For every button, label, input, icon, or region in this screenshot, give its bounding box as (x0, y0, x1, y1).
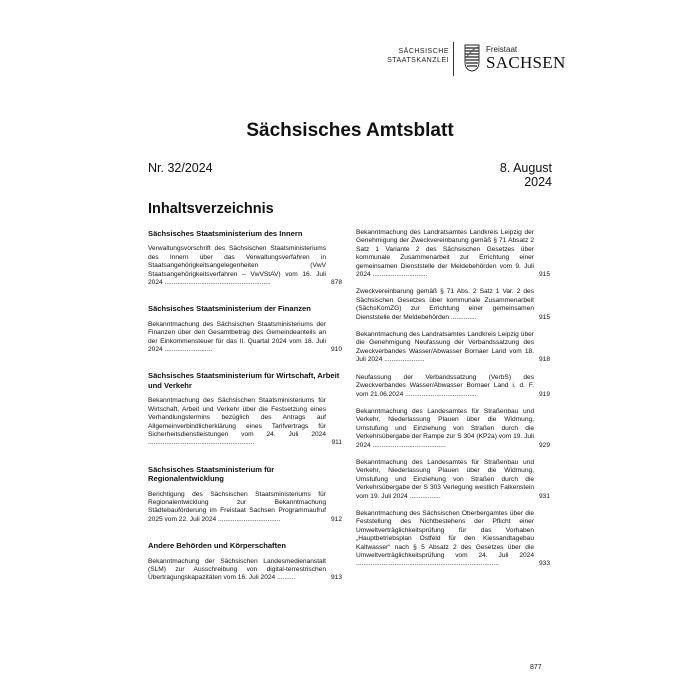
page-ref: 913 (330, 574, 342, 582)
document-title: Sächsisches Amtsblatt (246, 120, 454, 141)
toc-right-column (356, 229, 550, 578)
toc-entry[interactable]: Verwaltungsvorschrift des Sächsischen Staatsministeriums des Innern über das Verwaltungsverfahren in Staatsangehörigkeitsangelegenheiten (VwV Staatsangehörigkeitsverfahren – VwVStAV) vom 16. Juli 2024 .......................................................... 878 (148, 245, 342, 287)
toc-entry[interactable]: Neufassung der Verbandssatzung (VerbS) des Zweckverbandes Wasser/Abwasser Bornaer Land i. d. F. vom 21.06.2024 ....................................... 919 (356, 373, 550, 398)
staatskanzlei-logo-text: SÄCHSISCHE STAATSKANZLEI (387, 48, 449, 64)
toc-entry[interactable]: Bekanntmachung des Landesamtes für Straßenbau und Verkehr, Niederlassung Plauen über die Widmung, Umstufung und Einziehung von Straßen durch die Verkehrsübergabe der Rampe zur S 304 (KP2a) vom 19. Juli 2024 ........................................ 929 (356, 407, 550, 449)
freistaat-label: Freistaat (486, 45, 518, 54)
toc-left-column (148, 229, 342, 592)
saxony-crest-icon (464, 44, 480, 72)
page-ref: 918 (538, 356, 550, 364)
section-title-regionalentwicklung: Sächsisches Staatsministerium für Regionalentwicklung (148, 464, 275, 484)
issue-date: 8. August 2024 (499, 161, 552, 189)
page-ref: 931 (538, 492, 550, 500)
page-ref: 915 (538, 313, 550, 321)
toc-entry[interactable]: Berichtigung des Sächsischen Staatsministeriums für Regionalentwicklung zur Bekanntmachung Städtebauförderung im Freistaat Sachsen Programmaufruf 2025 vom 22. Juli 2024 .................................. 912 (148, 490, 342, 523)
masthead (382, 42, 572, 82)
section-title-innern: Sächsisches Staatsministerium des Innern (148, 229, 303, 238)
section-title-wirtschaft: Sächsisches Staatsministerium für Wirtschaft, Arbeit und Verkehr (148, 371, 340, 390)
toc-entry[interactable]: Bekanntmachung des Sächsischen Staatsministeriums für Wirtschaft, Arbeit und Verkehr über die Festsetzung eines Verhandlungstermins bezüglich des Antrags auf Allgemeinverbindlicherklärung eines Tarifvertrags für Sicherheitsdienstleistungen vom 24. Juli 2024 .......................................................... 911 (148, 397, 342, 447)
page-ref: 912 (330, 515, 342, 523)
toc-entry[interactable]: Bekanntmachung des Landesamtes für Straßenbau und Verkehr, Niederlassung Plauen über die Widmung, Umstufung und Einziehung von Straßen durch die Verkehrsübergabe der S 303 Verlegung westlich Falkenstein vom 19. Juli 2024 ................. 931 (356, 458, 550, 500)
page-ref: 911 (331, 439, 342, 447)
issue-number: Nr. 32/2024 (148, 161, 213, 175)
toc-entry[interactable]: Bekanntmachung des Sächsischen Oberbergamtes über die Feststellung des Nichtbestehens der Pflicht einer Umweltverträglichkeitsprüfung für das Vorhaben „Hauptbetriebsplan Ostfeld für den Kiessandtagebau Kaltwasser“ nach § 5 Absatz 2 des Gesetzes über die Umweltverträglichkeitsprüfung vom 24. Juli 2024 .............................................................................. 933 (356, 509, 550, 568)
toc-entry[interactable]: Bekanntmachung des Landratsamtes Landkreis Leipzig über die Genehmigung Neufassung der Verbandssatzung des Zweckverbandes Wasser/Abwasser Bornaer Land vom 18. Juli 2024 ...................... 918 (356, 331, 550, 364)
page-ref: 915 (538, 271, 550, 279)
page-ref: 929 (538, 441, 550, 449)
toc-entry[interactable]: Zweckvereinbarung gemäß § 71 Abs. 2 Satz 1 Var. 2 des Sächsischen Gesetzes über kommunale Zusammenarbeit (SächsKomZG) zur Errichtung einer gemeinsamen Dienststelle der Meldebehörden .............. 915 (356, 288, 550, 321)
sachsen-wordmark: SACHSEN (486, 53, 566, 72)
section-title-andere-behoerden: Andere Behörden und Körperschaften (148, 541, 286, 551)
page-ref: 910 (330, 346, 342, 354)
section-title-finanzen: Sächsisches Staatsministerium der Finanzen (148, 304, 311, 314)
page-ref: 933 (538, 560, 550, 568)
toc-heading: Inhaltsverzeichnis (148, 201, 274, 217)
logo-divider (453, 42, 454, 76)
toc-entry[interactable]: Bekanntmachung des Landratsamtes Landkreis Leipzig der Genehmigung der Zweckvereinbarung gemäß § 71 Absatz 2 Satz 1 Variante 2 des Sächsischen Gesetzes über kommunale Zusammenarbeit zur Errichtung einer gemeinsamen Dienststelle der Meldebehörden vom 9. Juli 2024 .............................. 915 (356, 229, 550, 279)
page-ref: 878 (330, 279, 342, 287)
toc-entry[interactable]: Bekanntmachung des Sächsischen Staatsministeriums der Finanzen über den Gesamtbetrag des Gemeindeanteils an der Einkommensteuer für das II. Quartal 2024 vom 18. Juli 2024 .......................... 910 (148, 320, 342, 354)
toc-entry[interactable]: Bekanntmachung der Sächsischen Landesmedienanstalt (SLM) zur Ausschreibung von digital-terrestrischen Übertragungskapazitäten vom 16. Juli 2024 .......... 913 (148, 557, 342, 582)
page-number: 877 (530, 664, 542, 671)
page-ref: 919 (538, 390, 550, 398)
